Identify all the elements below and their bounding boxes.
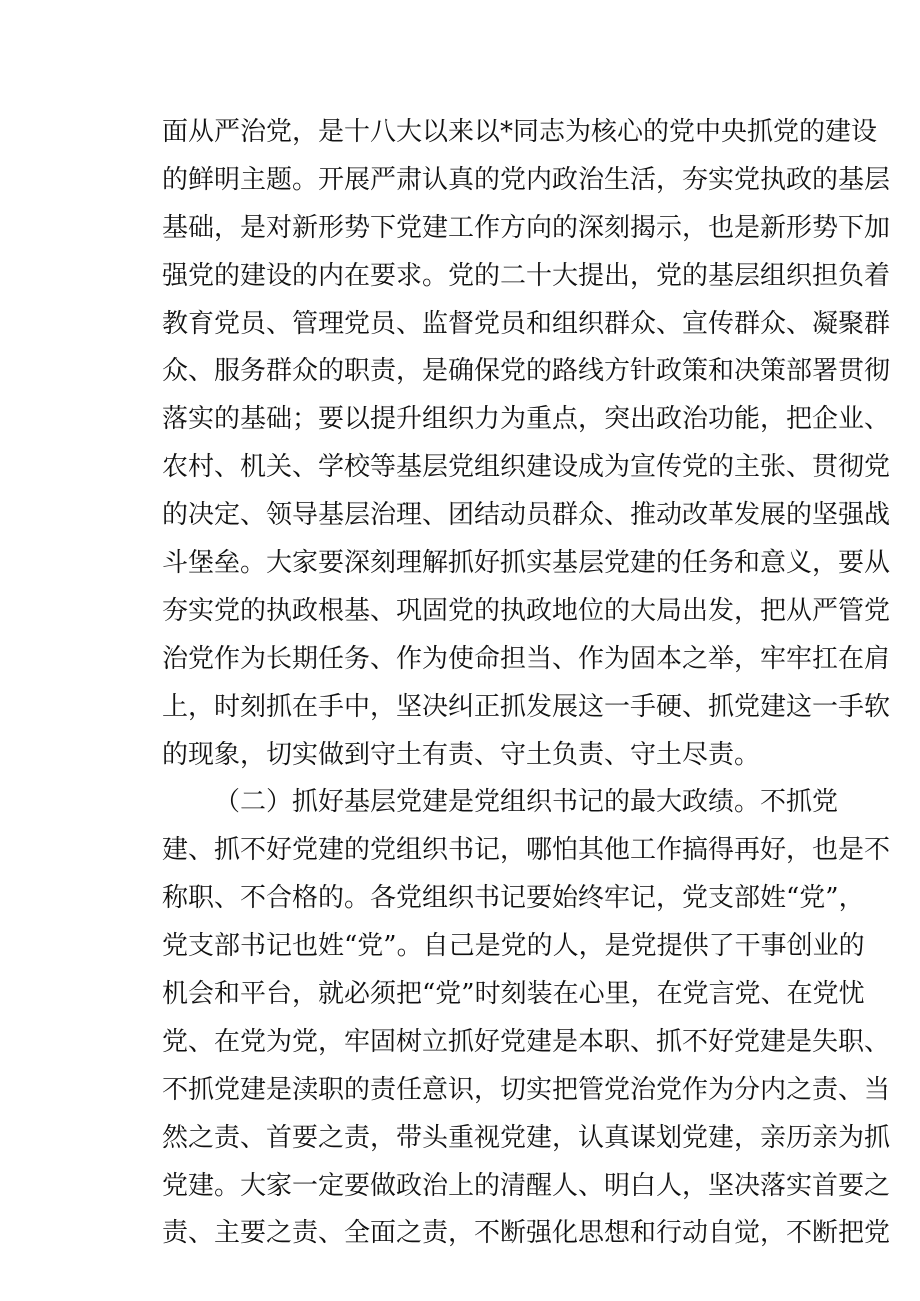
text-line: 党支部书记也姓“党”。自己是党的人，是党提供了干事创业的: [162, 931, 865, 962]
body-text: [162, 109, 891, 1258]
text-line: 的鲜明主题。开展严肃认真的党内政治生活，夯实党执政的基层: [162, 164, 891, 195]
text-line: 机会和平台，就必须把“党”时刻装在心里，在党言党、在党忧: [162, 979, 865, 1010]
text-line: 教育党员、管理党员、监督党员和组织群众、宣传群众、凝聚群: [162, 308, 891, 339]
text-line: 建、抓不好党建的党组织书记，哪怕其他工作搞得再好，也是不: [162, 835, 891, 866]
text-line: 强党的建设的内在要求。党的二十大提出，党的基层组织担负着: [162, 260, 891, 291]
text-line: 上，时刻抓在手中，坚决纠正抓发展这一手硬、抓党建这一手软: [162, 691, 891, 722]
text-line: 斗堡垒。大家要深刻理解抓好抓实基层党建的任务和意义，要从: [162, 548, 891, 579]
text-line: 的决定、领导基层治理、团结动员群众、推动改革发展的坚强战: [162, 500, 891, 531]
text-line: 农村、机关、学校等基层党组织建设成为宣传党的主张、贯彻党: [162, 452, 891, 483]
text-line: 党建。大家一定要做政治上的清醒人、明白人，坚决落实首要之: [162, 1170, 891, 1201]
text-line: 不抓党建是渎职的责任意识，切实把管党治党作为分内之责、当: [162, 1074, 891, 1105]
text-line: 称职、不合格的。各党组织书记要始终牢记，党支部姓“党”，: [162, 883, 865, 914]
text-line: 然之责、首要之责，带头重视党建，认真谋划党建，亲历亲为抓: [162, 1122, 891, 1153]
text-line: 夯实党的执政根基、巩固党的执政地位的大局出发，把从严管党: [162, 595, 891, 626]
text-line: 众、服务群众的职责，是确保党的路线方针政策和决策部署贯彻: [162, 356, 891, 387]
text-line: 面从严治党，是十八大以来以*同志为核心的党中央抓党的建设: [162, 117, 878, 147]
text-line: 党、在党为党，牢固树立抓好党建是本职、抓不好党建是失职、: [162, 1026, 891, 1057]
text-line: 基础，是对新形势下党建工作方向的深刻揭示，也是新形势下加: [162, 212, 891, 243]
paragraph-end-line: 的现象，切实做到守土有责、守土负责、守土尽责。: [162, 739, 761, 770]
section-heading-line: （二）抓好基层党建是党组织书记的最大政绩。不抓党: [214, 787, 839, 818]
text-line: 责、主要之责、全面之责，不断强化思想和行动自觉，不断把党: [162, 1218, 891, 1249]
text-line: 治党作为长期任务、作为使命担当、作为固本之举，牢牢扛在肩: [162, 643, 891, 674]
text-line: 落实的基础；要以提升组织力为重点，突出政治功能，把企业、: [162, 404, 891, 435]
